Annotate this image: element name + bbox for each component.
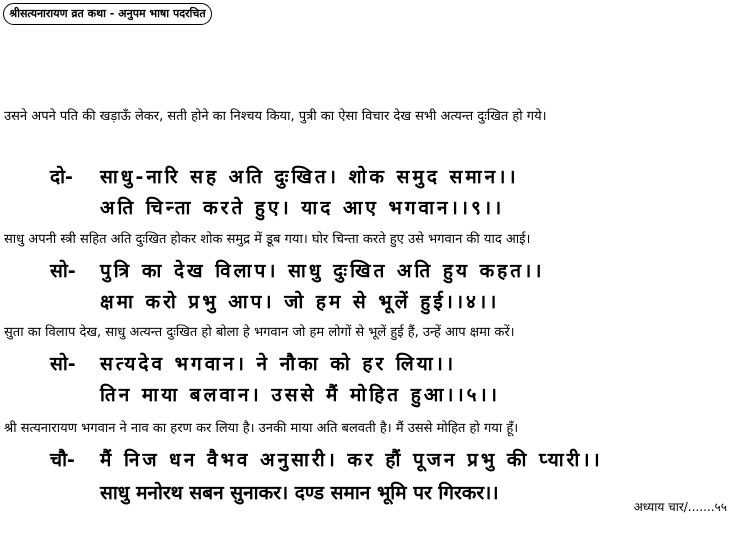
verse-label: चौ- bbox=[50, 449, 75, 471]
verse-line: तिन माया बलवान। उससे मैं मोहित हुआ।।५।। bbox=[100, 384, 500, 406]
verse-line bbox=[50, 257, 545, 283]
page-header: श्रीसत्यनारायण व्रत कथा - अनुपम भाषा पदरचित bbox=[3, 3, 212, 25]
verse-label: सो- bbox=[50, 260, 76, 282]
verse-text: मैं निज धन वैभव अनुसारी। कर हौं पूजन प्रभु की प्यारी।। bbox=[100, 449, 603, 471]
prose-paragraph: श्री सत्यनारायण भगवान ने नाव का हरण कर लिया है। उनकी माया अति बलवती है। मैं उससे मोहित हो गया हूँ। bbox=[4, 421, 519, 436]
verse-label: सो- bbox=[50, 353, 76, 375]
prose-paragraph: सुता का विलाप देख, साधु अत्यन्त दुःखित हो बोला हे भगवान जो हम लोगों से भूलें हुई हैं, उन्हें आप क्षमा करें। bbox=[4, 325, 515, 340]
verse-line: साधु मनोरथ सबन सुनाकर। दण्ड समान भूमि पर गिरकर।। bbox=[100, 482, 499, 504]
prose-paragraph: साधु अपनी स्त्री सहित अति दुःखित होकर शोक समुद्र में डूब गया। घोर चिन्ता करते हुए उसे भगवान की याद आई। bbox=[4, 232, 531, 247]
verse-text: सत्यदेव भगवान। ने नौका को हर लिया।। bbox=[100, 353, 457, 375]
verse-line: क्षमा करो प्रभु आप। जो हम से भूलें हुई।।४।। bbox=[100, 291, 500, 313]
prose-paragraph: उसने अपने पति की खड़ाऊँ लेकर, सती होने का निश्चय किया, पुत्री का ऐसा विचार देख सभी अत्यन्त दुःखित हो गये। bbox=[4, 109, 547, 124]
verse-label: दो- bbox=[50, 166, 73, 188]
chapter-page-footer: अध्याय चार/.......५५ bbox=[633, 500, 727, 514]
verse-line: अति चिन्ता करते हुए। याद आए भगवान।।९।। bbox=[100, 197, 505, 219]
verse-line bbox=[50, 163, 519, 189]
verse-line bbox=[50, 350, 456, 376]
verse-line bbox=[50, 446, 603, 472]
verse-text: साधु-नारि सह अति दुःखित। शोक समुद समान।। bbox=[100, 166, 519, 188]
verse-text: पुत्रि का देख विलाप। साधु दुःखित अति हुय कहत।। bbox=[100, 260, 545, 282]
